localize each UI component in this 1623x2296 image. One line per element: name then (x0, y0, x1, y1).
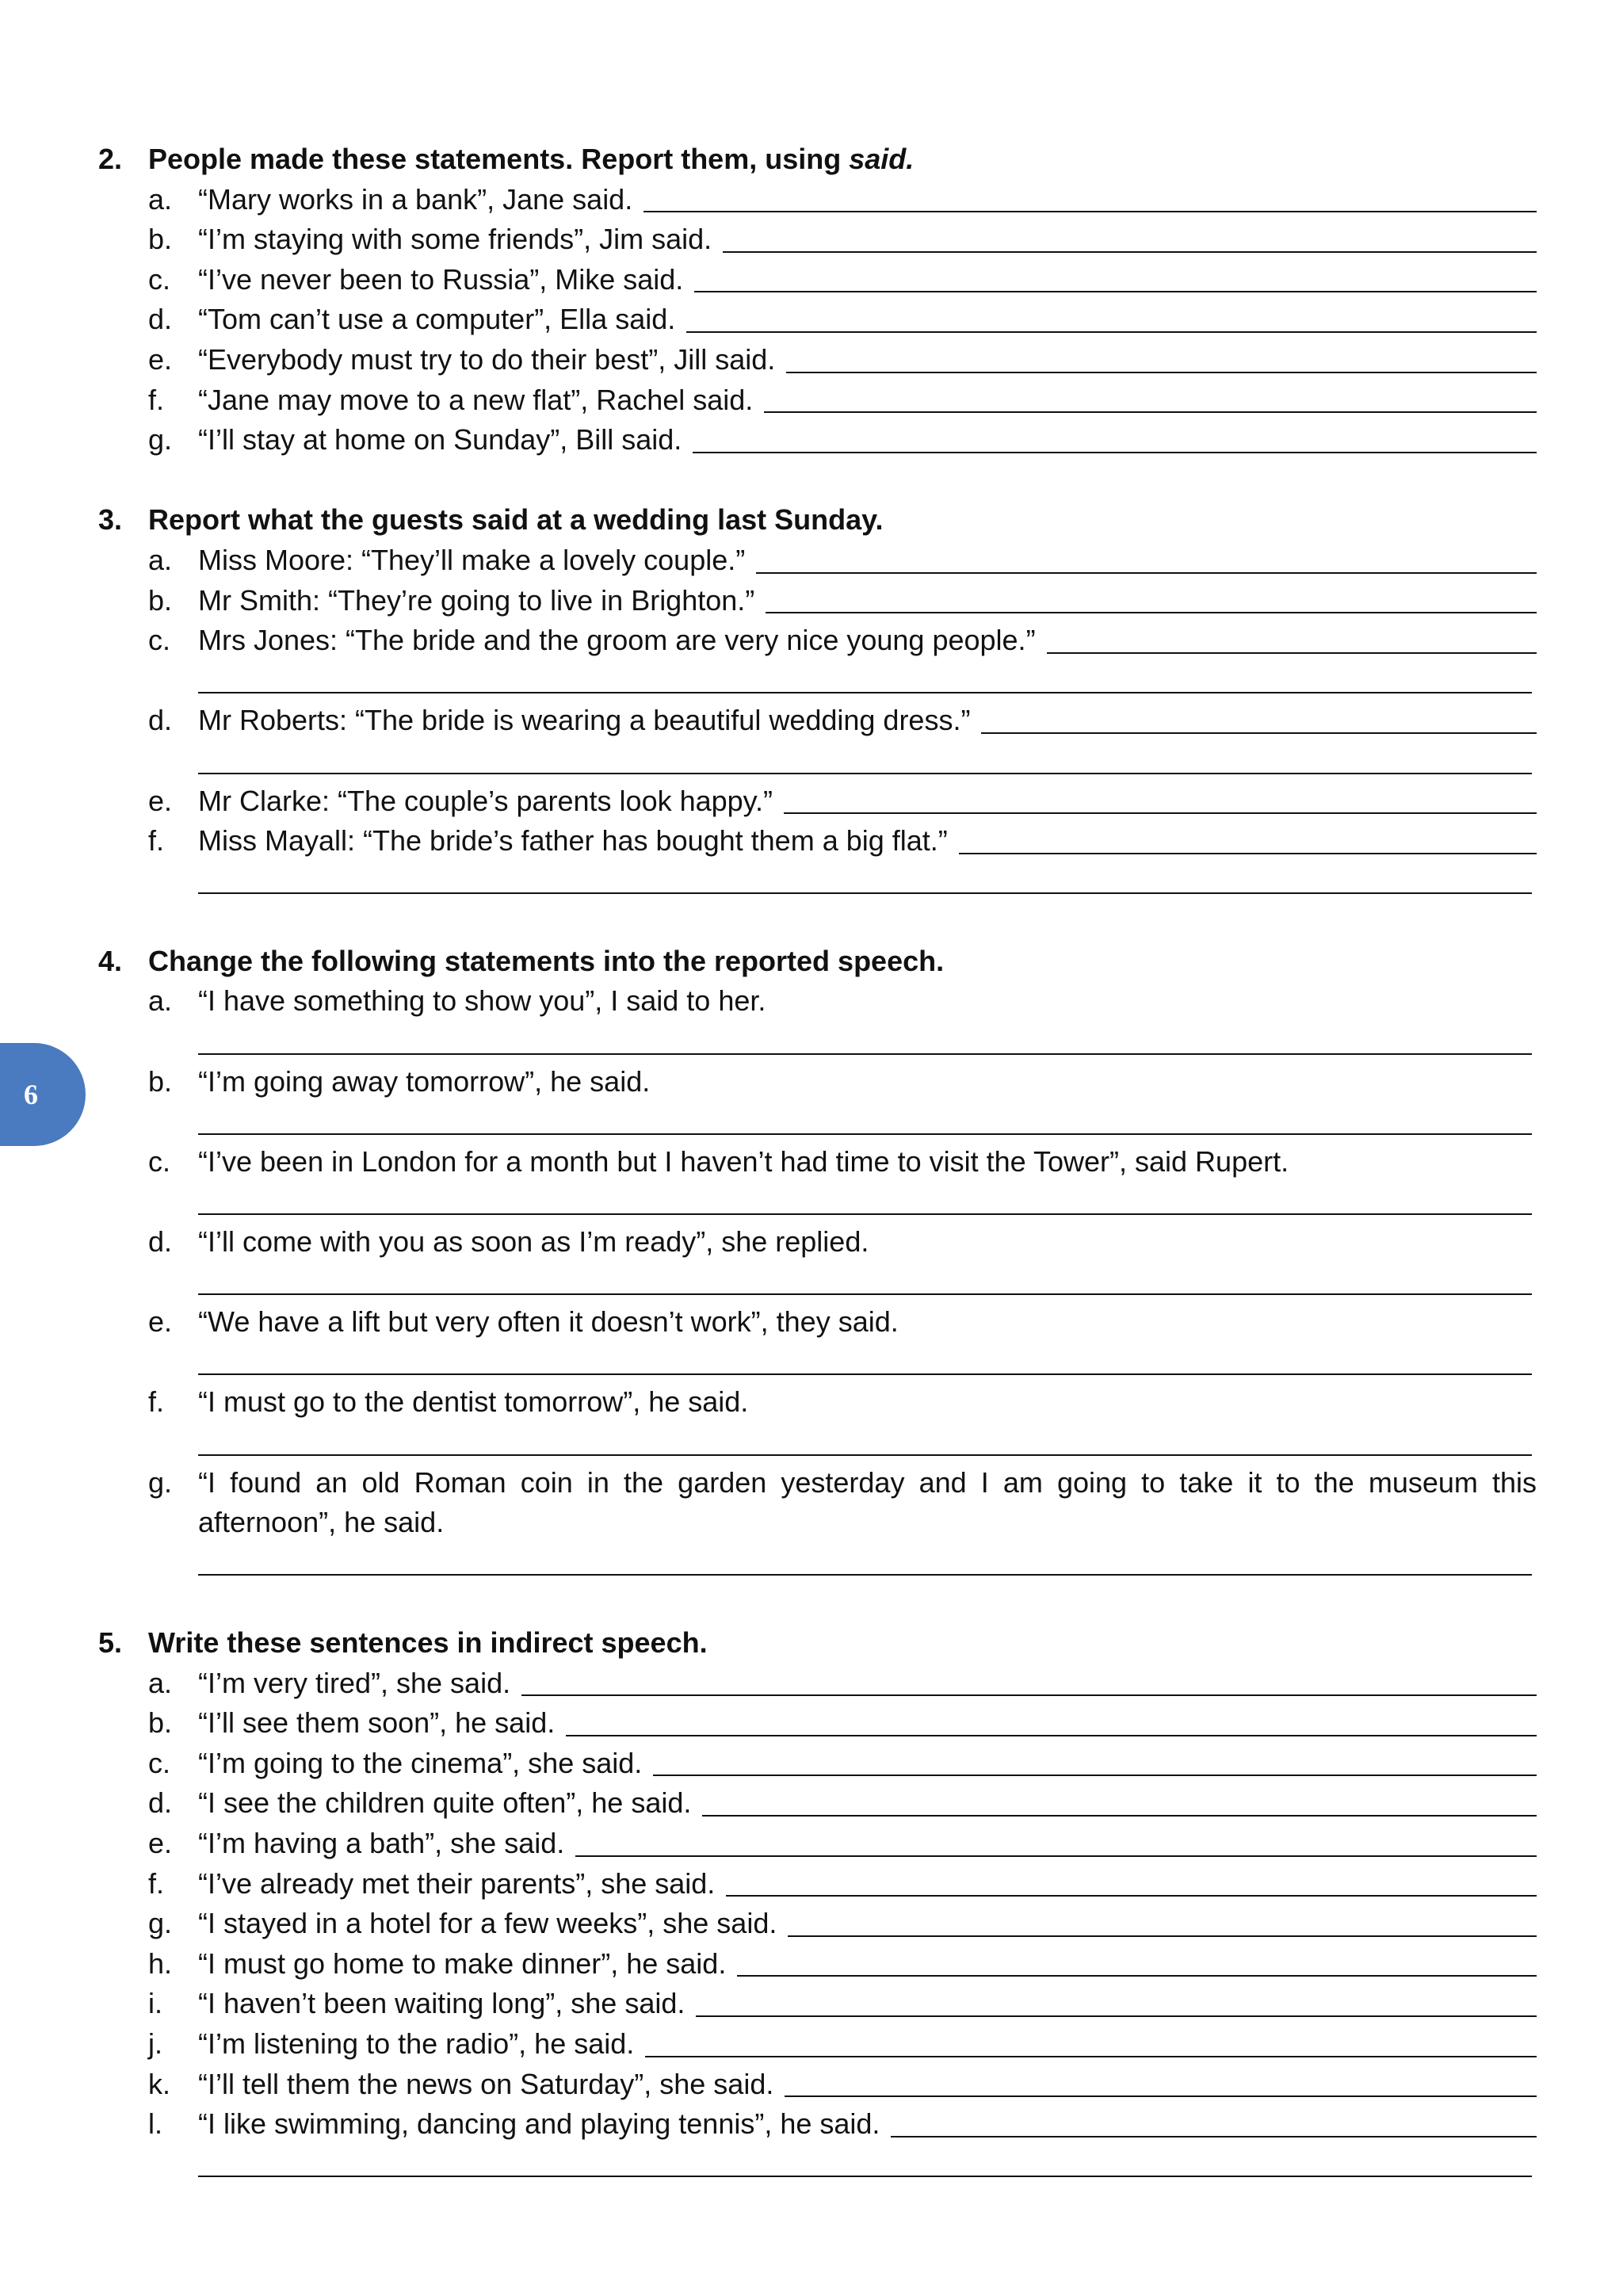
item-statement: “I like swimming, dancing and playing tennis”, he said. (198, 2107, 880, 2141)
exercise-item (98, 581, 1537, 621)
exercise-item (98, 1984, 1537, 2024)
exercise-2 (98, 139, 1537, 460)
answer-blank-continued[interactable] (198, 2145, 1537, 2185)
exercise-item (98, 300, 1537, 340)
answer-blank[interactable] (521, 1694, 1537, 1696)
item-letter: i. (148, 1987, 162, 2020)
answer-blank[interactable] (566, 1735, 1537, 1736)
exercise-item (98, 1864, 1537, 1904)
exercise-item (98, 1783, 1537, 1824)
item-letter: a. (148, 984, 173, 1018)
item-letter: c. (148, 1746, 171, 1779)
item-statement: “I see the children quite often”, he said. (198, 1786, 692, 1820)
item-letter: b. (148, 1064, 173, 1098)
answer-blank[interactable] (198, 1343, 1537, 1383)
exercise-item (98, 821, 1537, 901)
answer-blank[interactable] (784, 812, 1537, 814)
exercise-item (98, 1703, 1537, 1744)
item-statement: “I’m going to the cinema”, she said. (198, 1746, 643, 1779)
answer-blank[interactable] (696, 2015, 1537, 2017)
answer-blank[interactable] (198, 1543, 1537, 1584)
item-statement: “I’ll come with you as soon as I’m ready”, she replied. (198, 1225, 869, 1259)
exercise-item (98, 2065, 1537, 2105)
answer-blank[interactable] (693, 452, 1537, 453)
exercise-item (98, 380, 1537, 421)
answer-blank-continued[interactable] (198, 741, 1537, 781)
item-letter: l. (148, 2107, 162, 2141)
exercise-2-title (98, 139, 1537, 180)
item-letter: a. (148, 1666, 173, 1699)
exercise-3 (98, 500, 1537, 901)
item-statement: “We have a lift but very often it doesn’t work”, they said. (198, 1305, 899, 1339)
item-statement: “I’ve never been to Russia”, Mike said. (198, 262, 684, 296)
exercise-item (98, 2024, 1537, 2065)
item-statement: “Tom can’t use a computer”, Ella said. (198, 303, 676, 336)
item-letter: c. (148, 624, 171, 657)
item-statement: Miss Mayall: “The bride’s father has bought them a big flat.” (198, 824, 948, 858)
item-statement: “I’m having a bath”, she said. (198, 1826, 565, 1859)
item-letter: b. (148, 1706, 173, 1740)
item-statement: “I’m very tired”, she said. (198, 1666, 511, 1699)
exercise-instruction: Write these sentences in indirect speech. (148, 1626, 708, 1659)
exercise-4 (98, 942, 1537, 1584)
exercise-instruction: Report what the guests said at a wedding last Sunday. (148, 503, 884, 537)
item-letter: e. (148, 1826, 173, 1859)
item-statement: “I’m going away tomorrow”, he said. (198, 1064, 651, 1098)
exercise-5 (98, 1623, 1537, 2184)
item-letter: d. (148, 704, 173, 737)
exercise-number: 2. (98, 143, 123, 175)
item-statement: “I’ll see them soon”, he said. (198, 1706, 556, 1740)
item-statement: “Everybody must try to do their best”, Jill said. (198, 342, 776, 376)
exercise-item (98, 701, 1537, 781)
item-letter: k. (148, 2067, 171, 2100)
exercise-number: 4. (98, 944, 123, 977)
exercise-item (98, 340, 1537, 380)
emphasized-word: said. (849, 143, 915, 175)
answer-blank[interactable] (959, 853, 1537, 854)
answer-blank[interactable] (737, 1975, 1537, 1977)
answer-blank[interactable] (694, 291, 1537, 292)
item-statement: “I’ve been in London for a month but I haven’t had time to visit the Tower”, said Rupert. (198, 1144, 1289, 1178)
exercise-item (98, 180, 1537, 220)
item-letter: f. (148, 824, 165, 858)
item-statement: “I must go home to make dinner”, he said. (198, 1946, 727, 1980)
exercise-item (98, 1463, 1537, 1584)
item-statement: “Mary works in a bank”, Jane said. (198, 182, 633, 216)
item-letter: e. (148, 1305, 173, 1339)
answer-blank[interactable] (645, 2056, 1537, 2057)
item-statement: “I found an old Roman coin in the garden yesterday and I am going to take it to the museum this (198, 1465, 1537, 1499)
exercise-item (98, 1904, 1537, 1944)
exercise-item (98, 1302, 1537, 1382)
item-letter: j. (148, 2027, 162, 2060)
exercise-item (98, 1744, 1537, 1784)
item-letter: d. (148, 1786, 173, 1820)
exercise-item (98, 1062, 1537, 1142)
exercise-item (98, 1382, 1537, 1462)
exercise-3-title (98, 500, 1537, 541)
item-letter: h. (148, 1946, 173, 1980)
exercise-item (98, 260, 1537, 300)
item-statement: Mr Smith: “They’re going to live in Brighton.” (198, 583, 755, 617)
page-number-badge (0, 1043, 86, 1146)
item-letter: g. (148, 1907, 173, 1940)
exercise-5-title (98, 1623, 1537, 1664)
item-statement: Mrs Jones: “The bride and the groom are very nice young people.” (198, 624, 1036, 657)
item-letter: d. (148, 303, 173, 336)
item-statement: “I’m staying with some friends”, Jim said. (198, 223, 712, 256)
item-statement: Mr Roberts: “The bride is wearing a beautiful wedding dress.” (198, 704, 971, 737)
exercise-number: 3. (98, 503, 123, 537)
answer-blank-continued[interactable] (198, 661, 1537, 701)
exercise-item (98, 541, 1537, 581)
item-statement: “I’ll stay at home on Sunday”, Bill said. (198, 423, 682, 457)
answer-blank[interactable] (575, 1855, 1537, 1857)
exercise-item (98, 420, 1537, 460)
item-statement: “I’ve already met their parents”, she said. (198, 1866, 716, 1900)
item-statement: “I must go to the dentist tomorrow”, he said. (198, 1385, 749, 1419)
item-statement-continued: afternoon”, he said. (198, 1506, 445, 1539)
worksheet (98, 139, 1537, 2184)
item-statement: “I’m listening to the radio”, he said. (198, 2027, 635, 2060)
item-letter: d. (148, 1225, 173, 1259)
exercise-item (98, 621, 1537, 701)
item-statement: “I stayed in a hotel for a few weeks”, she said. (198, 1907, 777, 1940)
exercise-item (98, 981, 1537, 1061)
item-letter: c. (148, 1144, 171, 1178)
answer-blank[interactable] (764, 411, 1537, 413)
exercise-item (98, 1944, 1537, 1985)
item-statement: “I have something to show you”, I said to her. (198, 984, 766, 1018)
item-statement: “Jane may move to a new flat”, Rachel said. (198, 383, 754, 416)
exercise-item (98, 1664, 1537, 1704)
answer-blank[interactable] (702, 1815, 1537, 1817)
exercise-number: 5. (98, 1626, 123, 1659)
answer-blank[interactable] (726, 1895, 1537, 1897)
item-letter: a. (148, 543, 173, 576)
exercise-item (98, 220, 1537, 260)
answer-blank[interactable] (786, 372, 1537, 373)
answer-blank-continued[interactable] (198, 861, 1537, 902)
item-letter: e. (148, 342, 173, 376)
answer-blank[interactable] (723, 251, 1537, 253)
item-letter: c. (148, 262, 171, 296)
answer-blank[interactable] (198, 1182, 1537, 1222)
item-letter: f. (148, 1385, 165, 1419)
exercise-4-title (98, 942, 1537, 982)
answer-blank[interactable] (198, 1102, 1537, 1142)
answer-blank[interactable] (981, 732, 1537, 734)
answer-blank[interactable] (891, 2136, 1537, 2137)
answer-blank[interactable] (1047, 652, 1537, 654)
item-letter: f. (148, 1866, 165, 1900)
exercise-item (98, 2104, 1537, 2184)
item-letter: b. (148, 223, 173, 256)
item-statement: Miss Moore: “They’ll make a lovely couple.” (198, 543, 746, 576)
exercise-item (98, 781, 1537, 822)
answer-blank[interactable] (788, 1935, 1537, 1937)
item-letter: f. (148, 383, 165, 416)
item-letter: g. (148, 423, 173, 457)
answer-blank[interactable] (198, 1423, 1537, 1463)
exercise-instruction: Change the following statements into the reported speech. (148, 944, 945, 977)
answer-blank[interactable] (653, 1775, 1537, 1776)
exercise-instruction: People made these statements. Report them, using said. (148, 143, 915, 175)
answer-blank[interactable] (686, 331, 1537, 333)
item-letter: g. (148, 1465, 173, 1499)
item-letter: b. (148, 583, 173, 617)
exercise-item (98, 1142, 1537, 1222)
answer-blank[interactable] (198, 1022, 1537, 1062)
exercise-item (98, 1222, 1537, 1302)
item-statement: “I’ll tell them the news on Saturday”, she said. (198, 2067, 774, 2100)
page-number: 6 (24, 1079, 38, 1110)
answer-blank[interactable] (785, 2095, 1537, 2097)
answer-blank[interactable] (643, 211, 1537, 212)
answer-blank[interactable] (198, 1263, 1537, 1303)
item-letter: a. (148, 182, 173, 216)
answer-blank[interactable] (756, 572, 1537, 574)
answer-blank[interactable] (766, 612, 1537, 613)
item-statement: Mr Clarke: “The couple’s parents look happy.” (198, 784, 773, 817)
item-statement: “I haven’t been waiting long”, she said. (198, 1987, 685, 2020)
item-letter: e. (148, 784, 173, 817)
exercise-item (98, 1824, 1537, 1864)
